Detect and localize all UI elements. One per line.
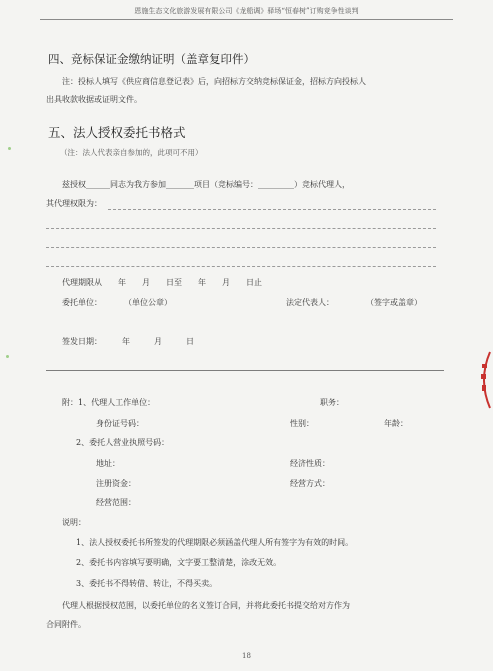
attachment-registered-capital: 注册资金：: [96, 479, 136, 488]
scope-line-2: [46, 228, 436, 229]
attachment-address: 地址：: [96, 459, 120, 468]
section4-note-line1: 注：投标人填写《供应商信息登记表》后，向招标方交纳竞标保证金，招标方向投标人: [62, 77, 366, 86]
section4-note-line2: 出具收款收据或证明文件。: [46, 95, 142, 104]
attachment-business-scope: 经营范围：: [96, 498, 136, 507]
validity-period: 代理期限从 年 月 日至 年 月 日止: [62, 278, 262, 287]
legal-rep-label: 法定代表人：: [286, 298, 334, 307]
red-stamp-fragment: [476, 350, 492, 410]
divider: [46, 370, 444, 371]
attachment-agent-age: 年龄：: [384, 419, 408, 428]
page-header: 恩施生态文化旅游发展有限公司《龙船调》驿场“恒春树”订购竞争性谈判: [134, 7, 359, 15]
closing-line-1: 代理人根据授权范围，以委托单位的名义签订合同，并将此委托书提交给对方作为: [62, 601, 350, 610]
principal-label: 委托单位：: [62, 298, 102, 307]
attachment-agent-id: 身份证号码：: [96, 419, 144, 428]
attachment-license-no: 2、委托人营业执照号码：: [76, 438, 170, 447]
note-3: 3、委托书不得转借、转让，不得买卖。: [76, 579, 218, 588]
scope-line-3: [46, 247, 436, 248]
attachment-agent-post: 职务：: [320, 398, 344, 407]
attachment-agent-unit: 附：1、代理人工作单位：: [62, 398, 156, 407]
scan-speck: [6, 355, 9, 358]
note-2: 2、委托书内容填写要明确，文字要工整清楚，涂改无效。: [76, 558, 282, 567]
attachment-agent-gender: 性别：: [290, 419, 314, 428]
scope-line-1: [108, 209, 436, 210]
legal-rep-sign-placeholder: （签字或盖章）: [366, 298, 422, 307]
note-1: 1、法人授权委托书所签发的代理期限必须涵盖代理人所有签字为有效的时间。: [76, 538, 354, 547]
scope-label: 其代理权限为：: [46, 199, 102, 208]
closing-line-2: 合同附件。: [46, 620, 86, 629]
page-number: 18: [242, 652, 251, 660]
scope-line-4: [46, 266, 436, 267]
header-rule: [40, 19, 453, 20]
attachment-economic-nature: 经济性质：: [290, 459, 330, 468]
section5-note: （注：法人代表亲自参加的，此项可不用）: [60, 148, 203, 157]
authorization-sentence: 兹授权______同志为我方参加_______项目（竞标编号：_________）竞标代理人，: [62, 180, 350, 189]
sign-date: 签发日期： 年 月 日: [62, 337, 194, 346]
scan-speck: [8, 147, 11, 150]
section4-title: 四、竞标保证金缴纳证明（盖章复印件）: [48, 52, 255, 66]
attachment-business-mode: 经营方式：: [290, 479, 330, 488]
notes-title: 说明：: [62, 518, 86, 527]
section5-title: 五、法人授权委托书格式: [48, 125, 186, 140]
principal-seal-placeholder: （单位公章）: [124, 298, 172, 307]
